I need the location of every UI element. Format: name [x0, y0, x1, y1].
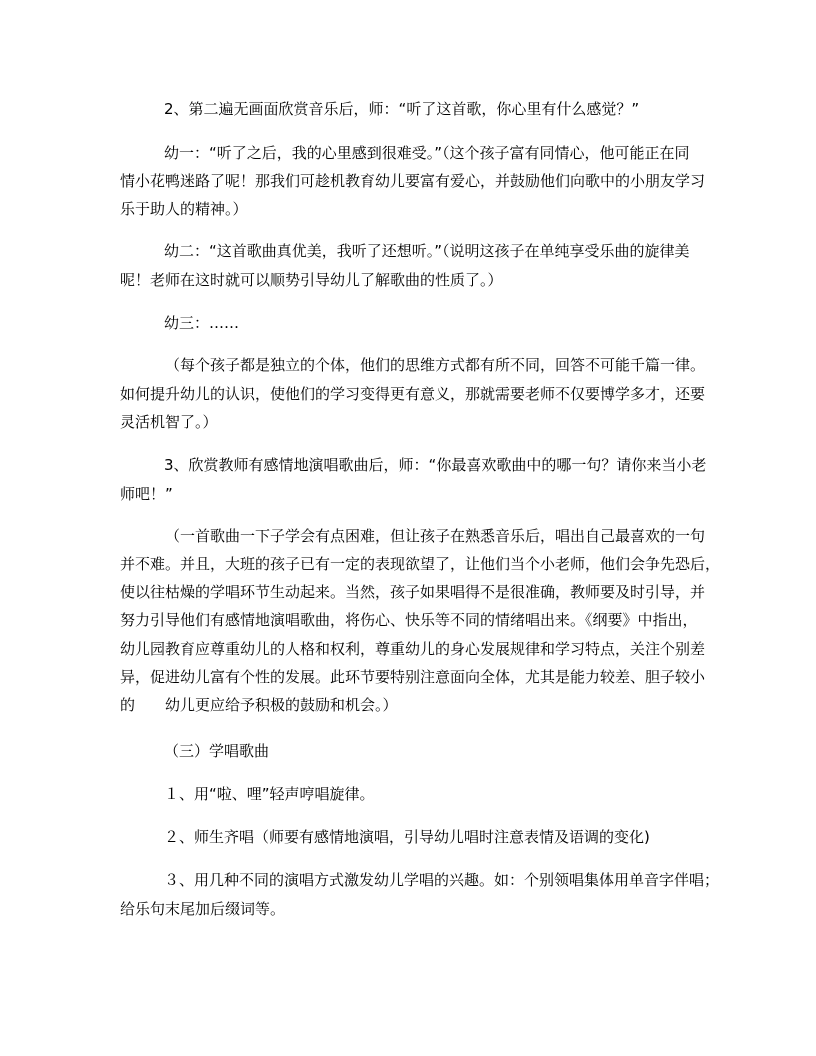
- list-item: ２、师生齐唱（师要有感情地演唱，引导幼儿唱时注意表情及语调的变化): [164, 828, 650, 846]
- paragraph-line: 情小花鸭迷路了呢！那我们可趁机教育幼儿要富有爱心，并鼓励他们向歌中的小朋友学习: [120, 172, 706, 190]
- paragraph-line: 灵活机智了。）: [120, 413, 218, 431]
- paragraph-line: 努力引导他们有感情地演唱歌曲，将伤心、快乐等不同的情绪唱出来。《纲要》中指出，: [120, 611, 698, 629]
- paragraph-line: 2、第二遍无画面欣赏音乐后，师：“听了这首歌，你心里有什么感觉？”: [164, 100, 640, 118]
- paragraph-line: 使以往枯燥的学唱环节生动起来。当然，孩子如果唱得不是很准确，教师要及时引导，并: [120, 583, 706, 601]
- paragraph-line: 异，促进幼儿富有个性的发展。此环节要特别注意面向全体，尤其是能力较差、胆子较小: [120, 668, 706, 686]
- paragraph-line: 幼儿园教育应尊重幼儿的人格和权利，尊重幼儿的身心发展规律和学习特点，关注个别差: [120, 640, 706, 658]
- paragraph-line: 并不难。并且，大班的孩子已有一定的表现欲望了，让他们当个小老师，他们会争先恐后，: [120, 555, 721, 573]
- section-heading: （三）学唱歌曲: [164, 742, 270, 760]
- paragraph-line: （一首歌曲一下子学会有点困难，但让孩子在熟悉音乐后，唱出自己最喜欢的一句: [165, 527, 706, 545]
- paragraph-line: 呢！老师在这时就可以顺势引导幼儿了解歌曲的性质了。）: [120, 271, 503, 289]
- paragraph-line: 如何提升幼儿的认识，使他们的学习变得更有意义，那就需要老师不仅要博学多才，还要: [120, 385, 706, 403]
- paragraph-line: 幼二：“这首歌曲真优美，我听了还想听。”（说明这孩子在单纯享受乐曲的旋律美: [164, 242, 690, 260]
- paragraph-line: 幼三：……: [164, 314, 240, 332]
- list-item: ３、用几种不同的演唱方式激发幼儿学唱的兴趣。如：个别领唱集体用单音字伴唱；: [164, 871, 720, 889]
- paragraph-line: （每个孩子都是独立的个体，他们的思维方式都有所不同，回答不可能千篇一律。: [165, 356, 706, 374]
- paragraph-line: 乐于助人的精神。）: [120, 200, 248, 218]
- list-item: １、用“啦、哩”轻声哼唱旋律。: [164, 785, 375, 803]
- paragraph-line: 3、欣赏教师有感情地演唱歌曲后，师：“你最喜欢歌曲中的哪一句？请你来当小老: [164, 456, 707, 474]
- paragraph-line: 幼一：“听了之后，我的心里感到很难受。”（这个孩子富有同情心，他可能正在同: [164, 144, 690, 162]
- paragraph-line: 的 幼儿更应给予积极的鼓励和机会。）: [120, 696, 398, 714]
- paragraph-line: 师吧！”: [120, 485, 173, 503]
- paragraph-line: 给乐句末尾加后缀词等。: [120, 900, 286, 918]
